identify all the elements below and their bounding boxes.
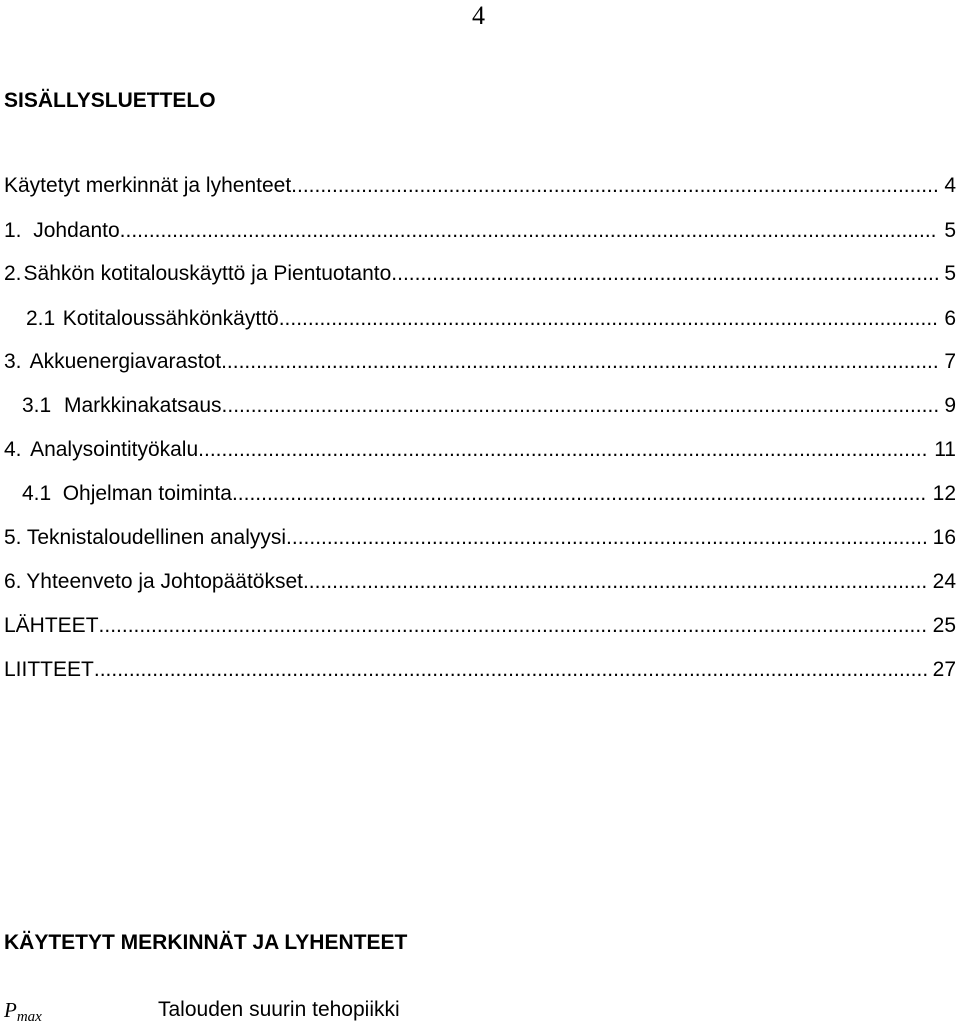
toc-entry-page: 11 xyxy=(934,438,956,461)
toc-entry-title: Markkinakatsaus xyxy=(63,394,222,417)
toc-entry-title: Analysointityökalu xyxy=(30,438,199,461)
toc-entry-title: Kotitaloussähkönkäyttö xyxy=(62,307,279,330)
toc-leader-dots xyxy=(279,305,939,333)
abbreviation-symbol-main: P xyxy=(4,998,17,1022)
toc-entry-title: LÄHTEET xyxy=(4,614,99,637)
abbreviation-description: Talouden suurin tehopiikki xyxy=(158,998,400,1021)
toc-entry-title: Ohjelman toiminta xyxy=(62,482,232,505)
toc-leader-dots xyxy=(232,480,927,508)
toc-entry-title: Yhteenveto ja Johtopäätökset xyxy=(26,570,303,593)
toc-entry-page: 5 xyxy=(944,219,956,242)
toc-entry-title: Teknistaloudellinen analyysi xyxy=(26,526,287,549)
toc-entry-page: 24 xyxy=(932,570,956,593)
toc-leader-dots xyxy=(198,436,928,464)
toc-entry[interactable] xyxy=(4,260,960,288)
toc-entry-title: Johdanto xyxy=(33,219,120,242)
toc-entry-page: 27 xyxy=(932,658,956,681)
toc-entry[interactable] xyxy=(4,612,960,640)
toc-entry-page: 25 xyxy=(932,614,956,637)
toc-entry[interactable] xyxy=(26,305,960,333)
toc-entry[interactable] xyxy=(4,568,960,596)
toc-entry[interactable] xyxy=(4,656,960,684)
toc-entry[interactable] xyxy=(4,172,960,200)
toc-entry-page: 5 xyxy=(944,262,956,285)
toc-entry-number: 2. xyxy=(4,262,22,285)
toc-entry-title: LIITTEET xyxy=(4,658,94,681)
toc-entry-page: 6 xyxy=(944,307,956,330)
toc-entry-number: 1. xyxy=(4,219,22,242)
toc-entry-page: 4 xyxy=(944,174,956,197)
toc-leader-dots xyxy=(286,524,927,552)
toc-leader-dots xyxy=(222,392,939,420)
toc-leader-dots xyxy=(221,348,938,376)
toc-entry[interactable] xyxy=(22,480,960,508)
toc-entry-page: 16 xyxy=(932,526,956,549)
toc-entry-number: 5. xyxy=(4,526,22,549)
toc-heading: SISÄLLYSLUETTELO xyxy=(4,89,216,112)
toc-entry-number: 4. xyxy=(4,438,22,461)
toc-leader-dots xyxy=(94,656,927,684)
toc-leader-dots xyxy=(391,260,938,288)
toc-entry-page: 7 xyxy=(944,350,956,373)
toc-entry-number: 6. xyxy=(4,570,22,593)
toc-leader-dots xyxy=(303,568,927,596)
toc-leader-dots xyxy=(99,612,927,640)
abbreviation-symbol xyxy=(4,996,42,1031)
toc-entry-number: 3.1 xyxy=(22,394,52,417)
toc-entry-number: 4.1 xyxy=(22,482,52,505)
toc-entry-title: Akkuenergiavarastot xyxy=(29,350,222,373)
toc-entry-page: 12 xyxy=(932,482,956,505)
toc-entry[interactable] xyxy=(4,436,960,464)
toc-entry[interactable] xyxy=(4,217,960,245)
toc-leader-dots xyxy=(120,217,939,245)
toc-entry-number: 3. xyxy=(4,350,22,373)
toc-entry-title: Sähkön kotitalouskäyttö ja Pientuotanto xyxy=(23,262,392,285)
toc-leader-dots xyxy=(291,172,938,200)
abbreviation-symbol-sub: max xyxy=(16,1009,42,1025)
toc-entry[interactable] xyxy=(4,524,960,552)
toc-entry-number: 2.1 xyxy=(26,307,56,330)
toc-entry[interactable] xyxy=(4,348,960,376)
toc-entry[interactable] xyxy=(22,392,960,420)
page-number: 4 xyxy=(472,1,485,30)
toc-entry-page: 9 xyxy=(944,394,956,417)
abbreviations-heading: KÄYTETYT MERKINNÄT JA LYHENTEET xyxy=(4,931,408,954)
toc-entry-title: Käytetyt merkinnät ja lyhenteet xyxy=(4,174,292,197)
